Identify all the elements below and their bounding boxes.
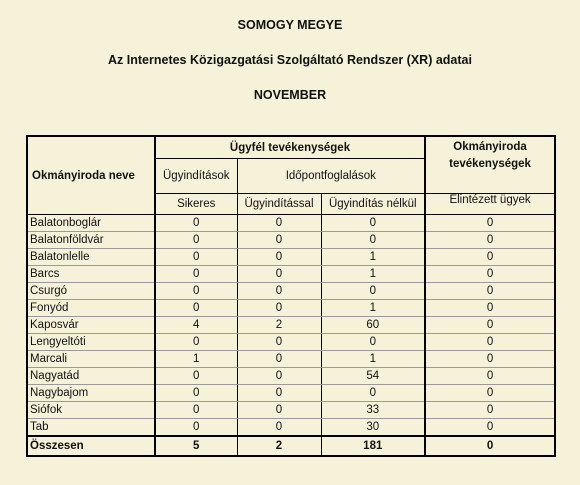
successful-cell: 0	[155, 232, 237, 249]
total-processed: 0	[425, 436, 555, 456]
with-initiation-cell: 0	[237, 215, 321, 232]
successful-cell: 1	[155, 351, 237, 368]
without-initiation-cell: 0	[321, 334, 425, 351]
office-name-cell: Nagyatád	[27, 368, 155, 385]
without-initiation-header: Ügyindítás nélkül	[321, 194, 425, 215]
processed-cell: 0	[425, 368, 555, 385]
without-initiation-cell: 30	[321, 419, 425, 437]
table-row	[27, 249, 555, 266]
without-initiation-cell: 1	[321, 300, 425, 317]
processed-cell: 0	[425, 266, 555, 283]
successful-cell: 0	[155, 266, 237, 283]
without-initiation-cell: 0	[321, 232, 425, 249]
office-activities-header: Okmányiroda tevékenységek	[425, 136, 555, 194]
processed-cell: 0	[425, 419, 555, 437]
with-initiation-header: Ügyindítással	[237, 194, 321, 215]
table-row	[27, 402, 555, 419]
without-initiation-cell: 1	[321, 351, 425, 368]
with-initiation-cell: 0	[237, 385, 321, 402]
without-initiation-cell: 0	[321, 283, 425, 300]
table-row	[27, 300, 555, 317]
successful-cell: 4	[155, 317, 237, 334]
total-successful: 5	[155, 436, 237, 456]
office-name-cell: Tab	[27, 419, 155, 437]
office-name-cell: Nagybajom	[27, 385, 155, 402]
table-row	[27, 385, 555, 402]
office-name-header: Okmányiroda neve	[27, 136, 155, 215]
table-row	[27, 215, 555, 232]
processed-cell: 0	[425, 215, 555, 232]
office-name-cell: Fonyód	[27, 300, 155, 317]
table-row	[27, 317, 555, 334]
successful-header: Sikeres	[155, 194, 237, 215]
without-initiation-cell: 60	[321, 317, 425, 334]
total-label: Összesen	[27, 436, 155, 456]
successful-cell: 0	[155, 300, 237, 317]
successful-cell: 0	[155, 249, 237, 266]
without-initiation-cell: 1	[321, 266, 425, 283]
table-row	[27, 334, 555, 351]
appointments-header: Időpontfoglalások	[237, 159, 425, 194]
with-initiation-cell: 0	[237, 283, 321, 300]
without-initiation-cell: 33	[321, 402, 425, 419]
processed-cell: 0	[425, 300, 555, 317]
table-row	[27, 283, 555, 300]
table-row	[27, 232, 555, 249]
total-without-initiation: 181	[321, 436, 425, 456]
successful-cell: 0	[155, 402, 237, 419]
successful-cell: 0	[155, 385, 237, 402]
office-name-cell: Lengyeltóti	[27, 334, 155, 351]
successful-cell: 0	[155, 215, 237, 232]
county-title: SOMOGY MEGYE	[237, 18, 343, 32]
with-initiation-cell: 0	[237, 249, 321, 266]
with-initiation-cell: 0	[237, 334, 321, 351]
processed-cell: 0	[425, 283, 555, 300]
processed-cell: 0	[425, 402, 555, 419]
without-initiation-cell: 54	[321, 368, 425, 385]
successful-cell: 0	[155, 283, 237, 300]
table-row	[27, 351, 555, 368]
report-subtitle: Az Internetes Közigazgatási Szolgáltató Rendszer (XR) adatai	[108, 53, 472, 67]
statistics-table	[26, 135, 556, 457]
with-initiation-cell: 0	[237, 402, 321, 419]
office-name-cell: Balatonföldvár	[27, 232, 155, 249]
report-month: NOVEMBER	[253, 88, 327, 102]
total-with-initiation: 2	[237, 436, 321, 456]
processed-cell: 0	[425, 351, 555, 368]
office-name-cell: Kaposvár	[27, 317, 155, 334]
processed-cell: 0	[425, 317, 555, 334]
successful-cell: 0	[155, 419, 237, 437]
with-initiation-cell: 0	[237, 419, 321, 437]
table-row	[27, 266, 555, 283]
with-initiation-cell: 0	[237, 300, 321, 317]
processed-cell: 0	[425, 232, 555, 249]
office-name-cell: Siófok	[27, 402, 155, 419]
processed-cell: 0	[425, 249, 555, 266]
with-initiation-cell: 2	[237, 317, 321, 334]
with-initiation-cell: 0	[237, 232, 321, 249]
office-name-cell: Csurgó	[27, 283, 155, 300]
with-initiation-cell: 0	[237, 351, 321, 368]
office-name-cell: Balatonboglár	[27, 215, 155, 232]
with-initiation-cell: 0	[237, 266, 321, 283]
total-row	[27, 436, 555, 456]
without-initiation-cell: 0	[321, 215, 425, 232]
office-name-cell: Balatonlelle	[27, 249, 155, 266]
table-row	[27, 419, 555, 437]
successful-cell: 0	[155, 334, 237, 351]
successful-cell: 0	[155, 368, 237, 385]
initiations-header: Ügyindítások	[155, 159, 237, 194]
office-name-cell: Marcali	[27, 351, 155, 368]
client-activities-header: Ügyfél tevékenységek	[155, 136, 425, 159]
without-initiation-cell: 0	[321, 385, 425, 402]
processed-cell: 0	[425, 385, 555, 402]
office-name-cell: Barcs	[27, 266, 155, 283]
processed-cases-header: Elintézett ügyek	[425, 194, 555, 215]
with-initiation-cell: 0	[237, 368, 321, 385]
processed-cell: 0	[425, 334, 555, 351]
table-row	[27, 368, 555, 385]
without-initiation-cell: 1	[321, 249, 425, 266]
